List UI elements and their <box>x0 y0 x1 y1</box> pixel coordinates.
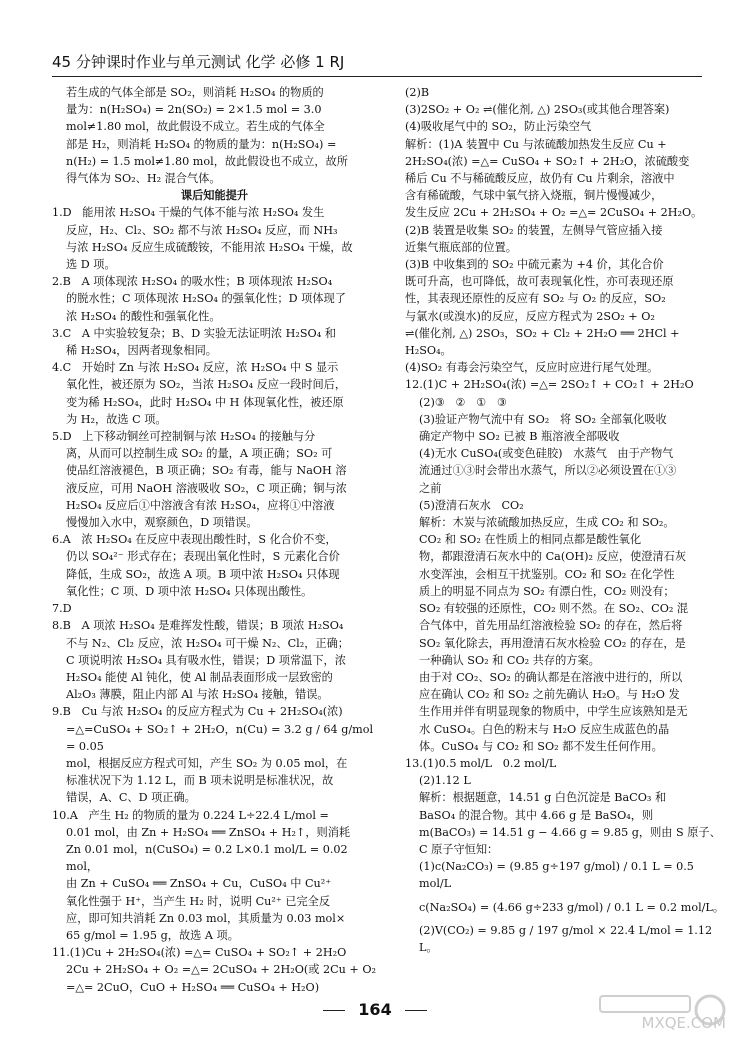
right-text-line: (2)B <box>405 86 430 99</box>
left-text-line: 标准状况下为 1.12 L，而 B 项未说明是标准状况，故 <box>66 774 334 788</box>
right-text-line: 合气体中，首先用品红溶液检验 SO₂ 的存在，然后将 <box>419 619 683 633</box>
left-text-line: 氧化性；C 项、D 项中浓 H₂SO₄ 只体现出酸性。 <box>66 584 313 598</box>
left-text-line: 选 D 项。 <box>66 258 116 272</box>
left-text-line: Zn 0.01 mol，n(CuSO₄) = 0.2 L×0.1 mol/L = 0.02 mol， <box>66 842 352 874</box>
right-text-line: (4)吸收尾气中的 SO₂，防止污染空气 <box>405 120 592 134</box>
right-text-line: 水 CuSO₄。白色的粉末与 H₂O 反应生成蓝色的晶 <box>419 722 670 736</box>
left-text-line: 6.A 浓 H₂SO₄ 在反应中表现出酸性时，S 化合价不变， <box>52 533 337 547</box>
right-text-line: 既可升高，也可降低，故可表现氧化性，亦可表现还原 <box>405 275 674 289</box>
left-text-line: 氧化性，被还原为 SO₂，当浓 H₂SO₄ 反应一段时间后， <box>66 378 347 392</box>
right-text-line: 解析：木炭与浓硫酸加热反应，生成 CO₂ 和 SO₂。 <box>419 516 675 530</box>
left-text-line: 变为稀 H₂SO₄，此时 H₂SO₄ 中 H 体现氧化性，被还原 <box>66 395 344 409</box>
left-text-line: 离，从而可以控制生成 SO₂ 的量，A 项正确；SO₂ 可 <box>66 447 333 461</box>
right-text-line: 应在确认 CO₂ 和 SO₂ 之前先确认 H₂O。与 H₂O 发 <box>419 688 680 702</box>
left-text-line: 液反应，可用 NaOH 溶液吸收 SO₂，C 项正确；铜与浓 <box>66 481 347 495</box>
left-text-line: =△=CuSO₄ + SO₂↑ + 2H₂O，n(Cu) = 3.2 g / 64 g/mol = 0.05 <box>66 722 377 753</box>
right-text-line: 流通过①③时会带出水蒸气，所以②必须设置在①③ <box>419 464 677 478</box>
left-text-line: 反应，H₂、Cl₂、SO₂ 都不与浓 H₂SO₄ 反应，而 NH₃ <box>66 223 338 237</box>
footer-dash-left <box>323 1010 345 1011</box>
left-text-line: 7.D <box>52 602 72 616</box>
left-text-line: 与浓 H₂SO₄ 反应生成硫酸铵，不能用浓 H₂SO₄ 干燥，故 <box>66 240 353 254</box>
left-text-line: 为 H₂，故选 C 项。 <box>66 412 167 426</box>
left-text-line: 0.01 mol，由 Zn + H₂SO₄ ══ ZnSO₄ + H₂↑，则消耗 <box>66 825 351 839</box>
right-text-line: 物，都跟澄清石灰水中的 Ca(OH)₂ 反应，使澄清石灰 <box>419 550 687 564</box>
page-number: 164 <box>358 1000 392 1019</box>
right-text-line: 近集气瓶底部的位置。 <box>405 240 517 254</box>
left-text-line: 慢慢加入水中，观察颜色，D 项错误。 <box>66 516 258 530</box>
right-text-line: (3)验证产物气流中有 SO₂ 将 SO₂ 全部氧化吸收 <box>419 412 667 426</box>
left-text-line: 10.A 产生 H₂ 的物质的量为 0.224 L÷22.4 L/mol = <box>52 808 329 822</box>
right-text-line: CO₂ 和 SO₂ 在性质上的相同点都是酸性氧化 <box>419 533 642 547</box>
footer-dash-right <box>405 1010 427 1011</box>
right-text-line: 性，其表现还原性的反应有 SO₂ 与 O₂ 的反应，SO₂ <box>405 292 666 306</box>
left-text-line: 3.C A 中实验较复杂；B、D 实验无法证明浓 H₂SO₄ 和 <box>52 326 336 340</box>
right-text-line: 稀后 Cu 不与稀硫酸反应，故仍有 Cu 片剩余，溶液中 <box>405 172 675 186</box>
left-text-line: Al₂O₃ 薄膜，阻止内部 Al 与浓 H₂SO₄ 接触，错误。 <box>66 688 329 702</box>
right-text-line: (2)1.12 L <box>419 774 471 788</box>
right-text-line: SO₂ 有较强的还原性，CO₂ 则不然。在 SO₂、CO₂ 混 <box>419 602 689 616</box>
left-text-line: =△= 2CuO，CuO + H₂SO₄ ══ CuSO₄ + H₂O) <box>66 980 320 994</box>
left-text-line: 不与 N₂、Cl₂ 反应，浓 H₂SO₄ 可干燥 N₂、Cl₂，正确； <box>66 636 349 650</box>
left-text-line: 稀 H₂SO₄，因两者现象相同。 <box>66 344 217 358</box>
right-text-line: 2H₂SO₄(浓) =△= CuSO₄ + SO₂↑ + 2H₂O，浓硫酸变 <box>405 154 690 168</box>
left-text-line: 由 Zn + CuSO₄ ══ ZnSO₄ + Cu，CuSO₄ 中 Cu²⁺ <box>66 877 332 891</box>
header-title: 45 分钟课时作业与单元测试 化学 必修 1 RJ <box>52 53 345 71</box>
right-text-line: (2)③ ② ① ③ <box>419 395 507 409</box>
left-text-line: 9.B Cu 与浓 H₂SO₄ 的反应方程式为 Cu + 2H₂SO₄(浓) <box>52 705 343 719</box>
left-text-line: 应，即可知共消耗 Zn 0.03 mol，其质量为 0.03 mol× <box>66 911 346 925</box>
right-text-line: 含有稀硫酸，气球中氧气挤入烧瓶，铜片慢慢减少， <box>405 189 663 203</box>
right-text-line: SO₂ 氧化除去，再用澄清石灰水检验 CO₂ 的存在，是 <box>419 636 686 650</box>
right-text-line: 确定产物中 SO₂ 已被 B 瓶溶液全部吸收 <box>419 430 620 444</box>
left-text-line: 4.C 开始时 Zn 与浓 H₂SO₄ 反应，浓 H₂SO₄ 中 S 显示 <box>52 361 339 375</box>
right-text-line: 水变浑浊，会相互干扰鉴别。CO₂ 和 SO₂ 在化学性 <box>419 567 675 581</box>
left-text-line: 的脱水性；C 项体现浓 H₂SO₄ 的强氧化性；D 项体现了 <box>66 292 346 306</box>
left-text-line: 使品红溶液褪色，B 项正确；SO₂ 有毒，能与 NaOH 溶 <box>66 464 347 478</box>
left-text-line: C 项说明浓 H₂SO₄ 具有吸水性，错误；D 项常温下，浓 <box>66 653 346 667</box>
left-text-line: 氧化性强于 H⁺，当产生 H₂ 时，说明 Cu²⁺ 已完全反 <box>66 894 331 908</box>
left-text-line: 错误，A、C、D 项正确。 <box>66 791 196 805</box>
right-text-line: 由于对 CO₂、SO₂ 的确认都是在溶液中进行的，所以 <box>419 670 683 684</box>
left-text-line: 得气体为 SO₂、H₂ 混合气体。 <box>66 172 221 186</box>
watermark-logo <box>592 992 732 1032</box>
right-text-line: 一种确认 SO₂ 和 CO₂ 共存的方案。 <box>419 653 600 667</box>
right-text-line: (3)2SO₂ + O₂ ⇌(催化剂, △) 2SO₃(或其他合理答案) <box>405 103 670 117</box>
right-text-line: 解析：(1)A 装置中 Cu 与浓硫酸加热发生反应 Cu + <box>405 137 667 151</box>
right-text-line: (2)V(CO₂) = 9.85 g / 197 g/mol × 22.4 L/mol = 1.12 L。 <box>419 923 716 954</box>
right-text-line: (3)B 中收集到的 SO₂ 中硫元素为 +4 价，其化合价 <box>405 258 664 272</box>
left-text-line: H₂SO₄ 反应后①中溶液含有浓 H₂SO₄，应将①中溶液 <box>66 498 335 512</box>
left-text-line: 仍以 SO₄²⁻ 形式存在；表现出氧化性时，S 元素化合价 <box>66 550 340 564</box>
right-text-line: 生作用并伴有明显现象的物质中，中学生应该熟知是无 <box>419 705 688 719</box>
right-text-line: 12.(1)C + 2H₂SO₄(浓) =△= 2SO₂↑ + CO₂↑ + 2H₂O <box>405 378 694 392</box>
left-text-line: 浓 H₂SO₄ 的酸性和强氧化性。 <box>66 309 221 323</box>
right-text-line: ⇌(催化剂, △) 2SO₃，SO₂ + Cl₂ + 2H₂O ══ 2HCl + H₂SO₄。 <box>405 326 684 358</box>
right-text-line: 发生反应 2Cu + 2H₂SO₄ + O₂ =△= 2CuSO₄ + 2H₂O。 <box>405 206 703 220</box>
left-text-line: 65 g/mol = 1.95 g，故选 A 项。 <box>66 928 239 942</box>
left-text-line: 11.(1)Cu + 2H₂SO₄(浓) =△= CuSO₄ + SO₂↑ + 2H₂O <box>52 946 347 960</box>
left-text-line: 2Cu + 2H₂SO₄ + O₂ =△= 2CuSO₄ + 2H₂O(或 2Cu + O₂ <box>66 963 377 977</box>
right-text-line: 体。CuSO₄ 与 CO₂ 和 SO₂ 都不发生任何作用。 <box>419 739 663 753</box>
left-text-line: H₂SO₄ 能使 Al 钝化，使 Al 制品表面形成一层致密的 <box>66 670 333 684</box>
right-text-line: (2)B 装置是收集 SO₂ 的装置，左侧导气管应插入接 <box>405 223 663 237</box>
right-text-line: C 原子守恒知： <box>419 842 499 856</box>
right-column <box>405 84 725 956</box>
left-column <box>52 84 377 996</box>
right-text-line: c(Na₂SO₄) = (4.66 g÷233 g/mol) / 0.1 L = 0.2 mol/L。 <box>419 900 725 914</box>
right-text-line: (4)无水 CuSO₄(或变色硅胶) 水蒸气 由于产物气 <box>419 447 674 461</box>
left-text-line: 量为：n(H₂SO₄) = 2n(SO₂) = 2×1.5 mol = 3.0 <box>66 103 322 117</box>
left-text-line: mol，根据反应方程式可知，产生 SO₂ 为 0.05 mol，在 <box>66 756 348 770</box>
right-text-line: BaSO₄ 的混合物。其中 4.66 g 是 BaSO₄，则 <box>419 808 654 822</box>
left-text-line: 课后知能提升 <box>180 189 249 203</box>
right-text-line: (4)SO₂ 有毒会污染空气，反应时应进行尾气处理。 <box>405 361 659 375</box>
watermark-text: MXQE.COM <box>641 1014 726 1032</box>
right-text-line: (5)澄清石灰水 CO₂ <box>419 498 524 512</box>
right-text-line: 与氯水(或溴水)的反应，反应方程式为 2SO₂ + O₂ <box>405 309 655 323</box>
right-text-line: 质上的明显不同点为 SO₂ 有漂白性，CO₂ 则没有； <box>419 584 675 598</box>
left-text-line: 5.D 上下移动铜丝可控制铜与浓 H₂SO₄ 的接触与分 <box>52 430 316 444</box>
left-text-line: 部是 H₂，则消耗 H₂SO₄ 的物质的量为：n(H₂SO₄) = <box>66 137 337 151</box>
page-header <box>52 50 702 77</box>
right-text-line: m(BaCO₃) = 14.51 g − 4.66 g = 9.85 g，则由 S 原子、 <box>419 825 721 839</box>
right-text-line: 之前 <box>419 481 442 495</box>
left-text-line: 若生成的气体全部是 SO₂，则消耗 H₂SO₄ 的物质的 <box>66 86 324 99</box>
right-text-line: 解析：根据题意，14.51 g 白色沉淀是 BaCO₃ 和 <box>419 791 667 805</box>
left-text-line: 2.B A 项体现浓 H₂SO₄ 的吸水性；B 项体现浓 H₂SO₄ <box>52 275 333 289</box>
left-text-line: 8.B A 项浓 H₂SO₄ 是难挥发性酸，错误；B 项浓 H₂SO₄ <box>52 619 344 633</box>
left-text-line: 1.D 能用浓 H₂SO₄ 干燥的气体不能与浓 H₂SO₄ 发生 <box>52 206 325 220</box>
left-text-line: 降低，生成 SO₂，故选 A 项。B 项中浓 H₂SO₄ 只体现 <box>66 567 340 581</box>
right-text-line: 13.(1)0.5 mol/L 0.2 mol/L <box>405 756 557 770</box>
left-text-line: mol≠1.80 mol，故此假设不成立。若生成的气体全 <box>66 120 325 134</box>
left-text-line: n(H₂) = 1.5 mol≠1.80 mol，故此假设也不成立，故所 <box>66 154 348 168</box>
right-text-line: (1)c(Na₂CO₃) = (9.85 g÷197 g/mol) / 0.1 L = 0.5 mol/L <box>419 860 698 891</box>
